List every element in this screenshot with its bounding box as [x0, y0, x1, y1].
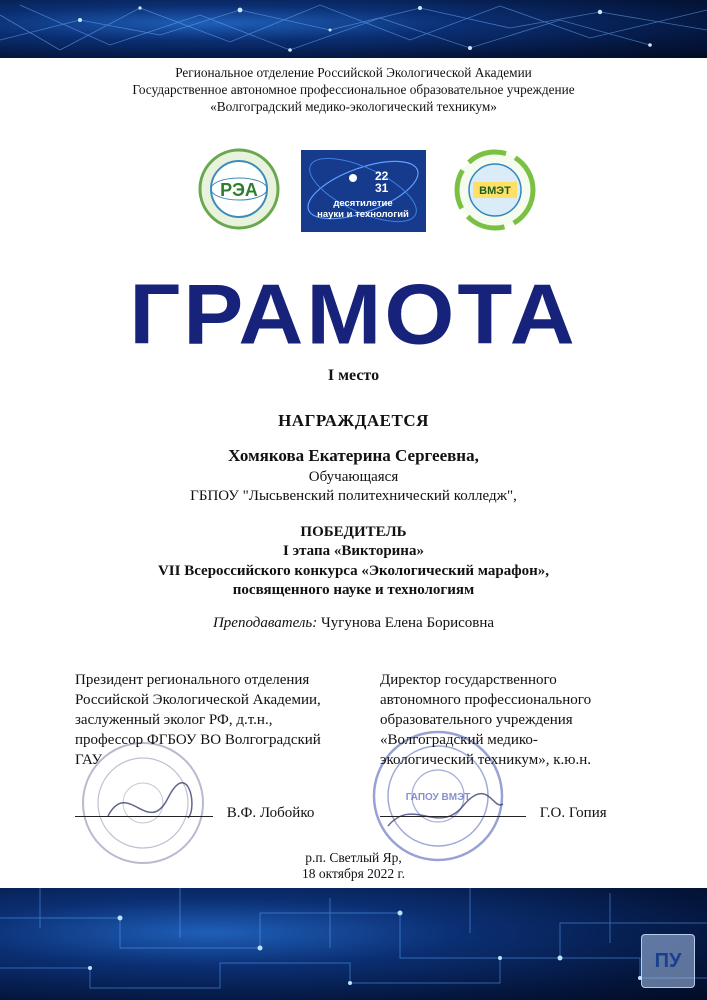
signatory-left-line-5: ГАУ	[75, 752, 103, 768]
signatory-right-line-3: образовательного учреждения	[380, 712, 573, 728]
teacher-line	[0, 615, 707, 632]
signatory-right-line-5: экологический техникум», к.ю.н.	[380, 752, 591, 768]
contest-dedication: посвященного науке и технологиям	[232, 582, 475, 598]
recipient-name: Хомякова Екатерина Сергеевна,	[228, 446, 479, 465]
rea-logo	[193, 148, 285, 230]
decade-line-1: десятилетие	[333, 198, 393, 209]
header-line-1: Региональное отделение Российской Экологической Академии	[175, 65, 532, 80]
top-decorative-band	[0, 0, 707, 58]
signatory-left-signline	[75, 802, 375, 823]
awarded-heading: НАГРАЖДАЕТСЯ	[278, 411, 429, 430]
logos-row	[0, 148, 707, 233]
decade-years-top: 22	[375, 169, 389, 183]
place-label: I место	[327, 367, 380, 384]
signature-line-left	[75, 802, 213, 817]
footer-place: р.п. Светлый Яр,	[305, 850, 402, 865]
signatory-left	[75, 670, 375, 770]
winner-status: ПОБЕДИТЕЛЬ	[300, 524, 407, 540]
decade-of-science-logo	[301, 150, 426, 232]
signatory-right-name: Г.О. Гопия	[539, 805, 607, 821]
signatory-left-line-3: заслуженный эколог РФ, д.т.н.,	[75, 712, 273, 728]
issuer-header	[0, 64, 707, 115]
signatory-right-signline	[380, 802, 680, 823]
signatory-left-line-2: Российской Экологической Академии,	[75, 692, 321, 708]
recipient-institution: ГБПОУ "Лысьвенский политехнический колледж",	[190, 488, 517, 504]
header-line-2: Государственное автономное профессиональное образовательное учреждение	[132, 82, 575, 97]
signatory-right	[380, 670, 680, 770]
signature-line-right	[380, 802, 526, 817]
signatory-left-line-4: профессор ФГБОУ ВО Волгоградский	[75, 732, 321, 748]
bottom-decorative-band	[0, 888, 707, 1000]
stamp-right-text: ГАПОУ ВМЭТ	[405, 792, 471, 803]
decade-line-2: науки и технологий	[317, 209, 409, 220]
signatory-right-line-2: автономного профессионального	[380, 692, 592, 708]
rea-logo-text: РЭА	[220, 180, 258, 200]
vmet-logo-text: ВМЭТ	[479, 185, 511, 197]
teacher-name: Чугунова Елена Борисовна	[321, 615, 495, 631]
footer-date: 18 октября 2022 г.	[302, 866, 405, 881]
decade-years-bottom: 31	[375, 181, 389, 195]
network-pattern-top	[0, 0, 707, 58]
recipient-role: Обучающаяся	[308, 469, 399, 485]
teacher-label: Преподаватель:	[212, 615, 318, 631]
header-line-3: «Волгоградский медико-экологический техникум»	[210, 99, 497, 114]
circuit-pattern-bottom	[0, 888, 707, 1000]
contest-name: VII Всероссийского конкурса «Экологический марафон»,	[157, 563, 550, 579]
signatory-right-line-4: «Волгоградский медико-	[380, 732, 538, 748]
contest-stage: I этапа «Викторина»	[283, 543, 424, 559]
vmet-logo	[443, 148, 548, 232]
document-title: ГРАМОТА	[129, 267, 578, 363]
signatory-left-line-1: Президент регионального отделения	[75, 672, 310, 688]
signatory-left-name: В.Ф. Лобойко	[226, 805, 315, 821]
corner-watermark-badge: ПУ	[641, 934, 695, 988]
signatory-right-line-1: Директор государственного	[380, 672, 557, 688]
